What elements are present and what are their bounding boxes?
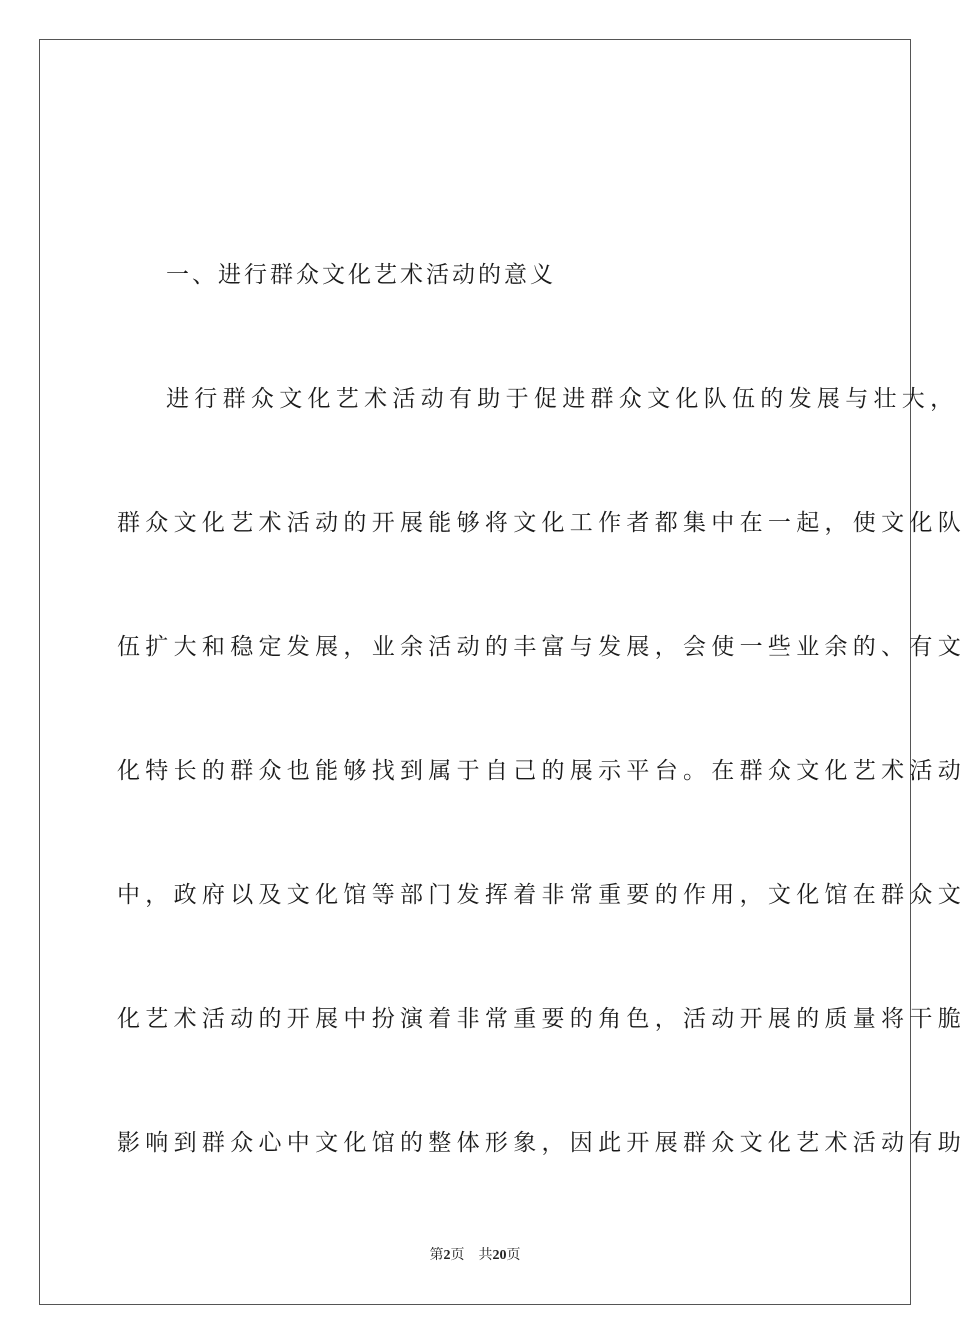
page-suffix: 页 <box>450 1248 465 1263</box>
paragraph-line: 中，政府以及文化馆等部门发挥着非常重要的作用，文化馆在群众文 <box>117 882 966 908</box>
paragraph-line: 进行群众文化艺术活动有助于促进群众文化队伍的发展与壮大， <box>166 386 959 412</box>
total-prefix: 共 <box>478 1248 493 1263</box>
paragraph-line: 影响到群众心中文化馆的整体形象，因此开展群众文化艺术活动有助 <box>117 1130 966 1156</box>
total-suffix: 页 <box>506 1248 521 1263</box>
page-footer <box>0 1247 950 1265</box>
paragraph-line: 群众文化艺术活动的开展能够将文化工作者都集中在一起，使文化队 <box>117 510 966 536</box>
paragraph-line: 化特长的群众也能够找到属于自己的展示平台。在群众文化艺术活动 <box>117 758 966 784</box>
page-border <box>39 39 966 1305</box>
total-page-number: 20 <box>492 1248 507 1263</box>
current-page-number: 2 <box>443 1248 451 1263</box>
section-heading: 一、进行群众文化艺术活动的意义 <box>166 262 556 288</box>
page-prefix: 第 <box>429 1248 444 1263</box>
paragraph-line: 化艺术活动的开展中扮演着非常重要的角色，活动开展的质量将干脆 <box>117 1006 966 1032</box>
paragraph-line: 伍扩大和稳定发展，业余活动的丰富与发展，会使一些业余的、有文 <box>117 634 966 660</box>
